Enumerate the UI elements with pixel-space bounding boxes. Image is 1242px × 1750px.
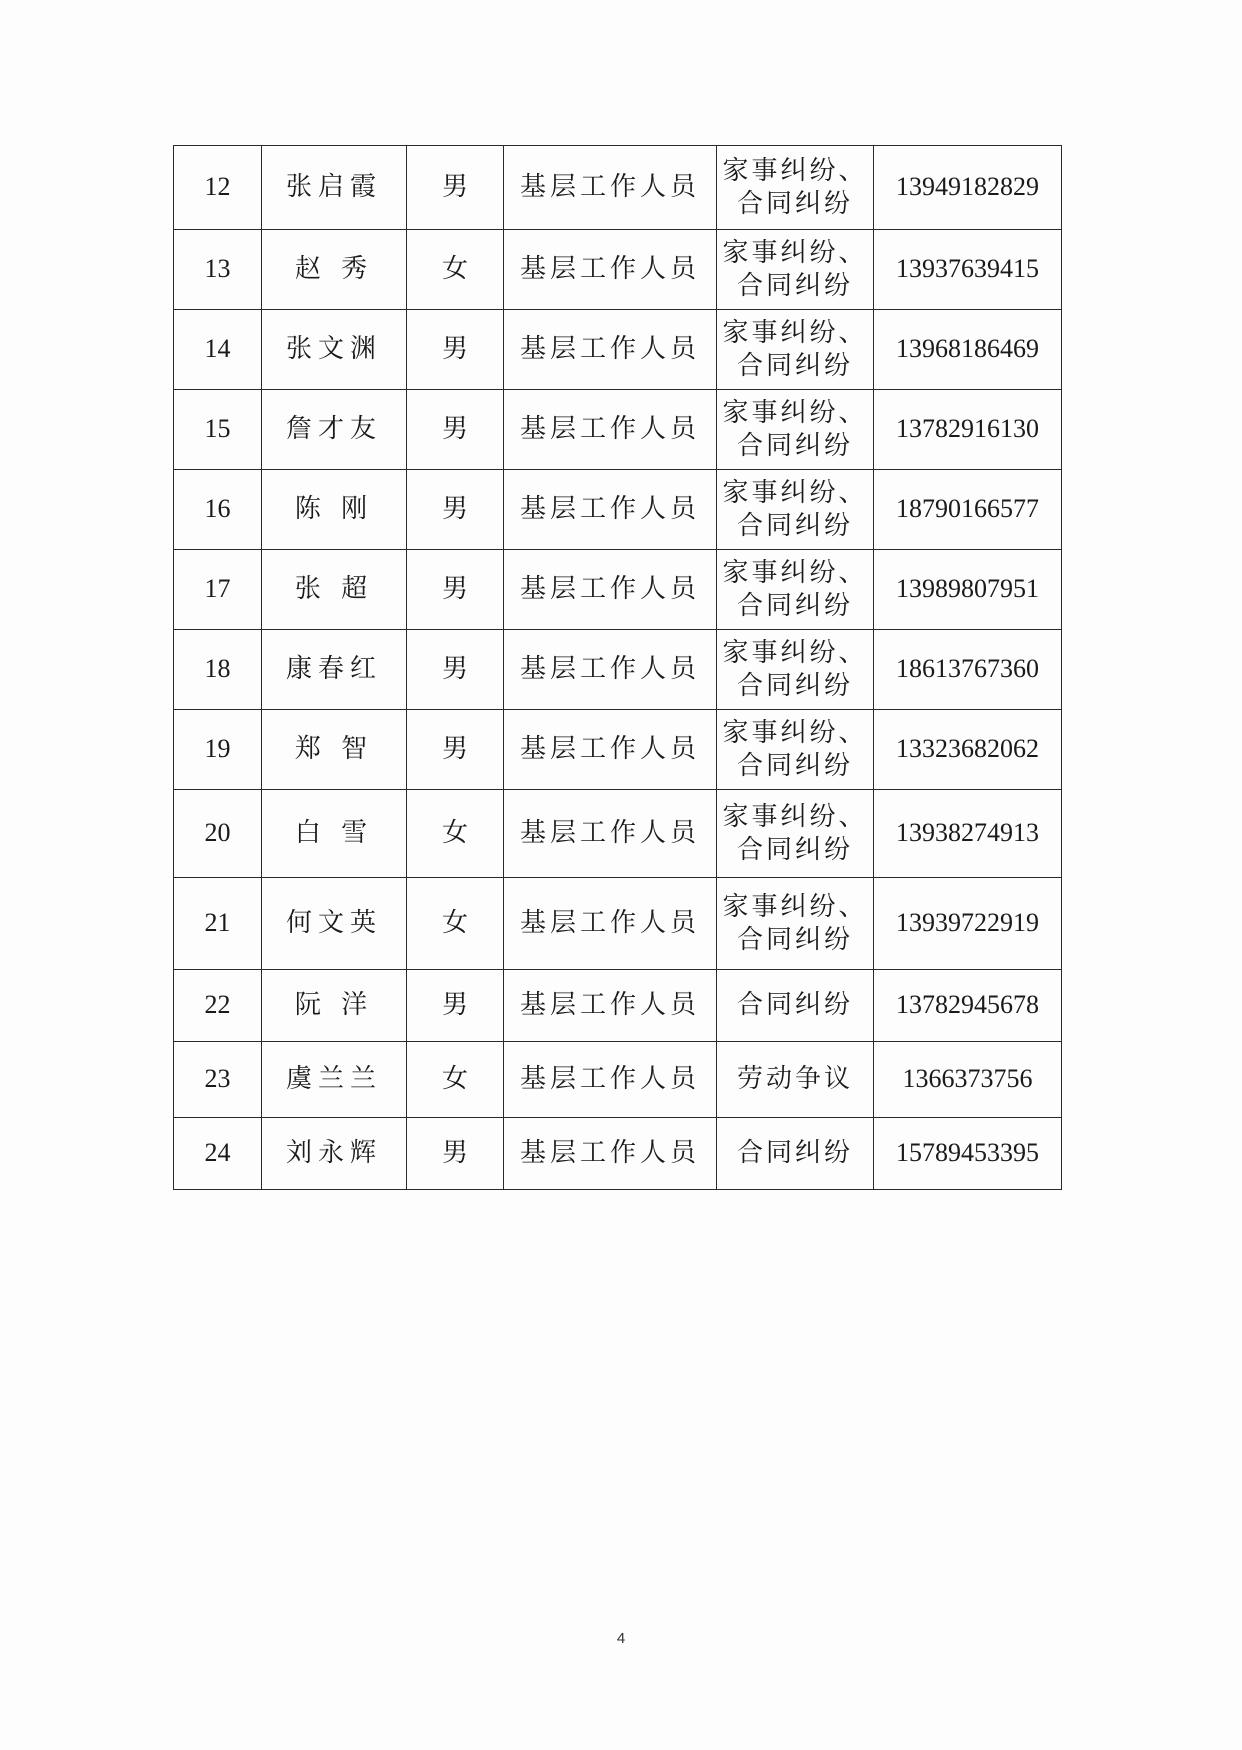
phone-number-cell: 13949182829 bbox=[874, 146, 1062, 230]
role-cell: 基层工作人员 bbox=[504, 310, 717, 390]
table-row bbox=[174, 230, 1062, 310]
table-row bbox=[174, 878, 1062, 970]
role-cell: 基层工作人员 bbox=[504, 790, 717, 878]
table-row bbox=[174, 1042, 1062, 1118]
dispute-type-cell: 家事纠纷、合同纠纷 bbox=[717, 310, 874, 390]
gender-cell: 女 bbox=[407, 878, 504, 970]
phone-number-cell: 13782916130 bbox=[874, 390, 1062, 470]
table-row bbox=[174, 390, 1062, 470]
dispute-type-cell: 劳动争议 bbox=[717, 1042, 874, 1118]
table-row bbox=[174, 310, 1062, 390]
row-number-cell: 19 bbox=[174, 710, 262, 790]
dispute-type-cell: 家事纠纷、合同纠纷 bbox=[717, 710, 874, 790]
person-name-cell: 何文英 bbox=[262, 878, 407, 970]
phone-number-cell: 13938274913 bbox=[874, 790, 1062, 878]
role-cell: 基层工作人员 bbox=[504, 1042, 717, 1118]
row-number-cell: 23 bbox=[174, 1042, 262, 1118]
dispute-type-cell: 合同纠纷 bbox=[717, 1118, 874, 1190]
role-cell: 基层工作人员 bbox=[504, 470, 717, 550]
row-number-cell: 21 bbox=[174, 878, 262, 970]
row-number-cell: 18 bbox=[174, 630, 262, 710]
gender-cell: 女 bbox=[407, 230, 504, 310]
row-number-cell: 12 bbox=[174, 146, 262, 230]
person-name-cell: 郑 智 bbox=[262, 710, 407, 790]
table-row bbox=[174, 146, 1062, 230]
dispute-type-cell: 家事纠纷、合同纠纷 bbox=[717, 390, 874, 470]
dispute-type-cell: 家事纠纷、合同纠纷 bbox=[717, 878, 874, 970]
person-name-cell: 陈 刚 bbox=[262, 470, 407, 550]
phone-number-cell: 18613767360 bbox=[874, 630, 1062, 710]
gender-cell: 男 bbox=[407, 630, 504, 710]
table-row bbox=[174, 970, 1062, 1042]
roster-table-body bbox=[174, 146, 1062, 1190]
gender-cell: 男 bbox=[407, 146, 504, 230]
phone-number-cell: 13968186469 bbox=[874, 310, 1062, 390]
phone-number-cell: 15789453395 bbox=[874, 1118, 1062, 1190]
person-name-cell: 张文渊 bbox=[262, 310, 407, 390]
table-row bbox=[174, 790, 1062, 878]
row-number-cell: 13 bbox=[174, 230, 262, 310]
gender-cell: 男 bbox=[407, 1118, 504, 1190]
role-cell: 基层工作人员 bbox=[504, 710, 717, 790]
table-row bbox=[174, 470, 1062, 550]
table-row bbox=[174, 630, 1062, 710]
role-cell: 基层工作人员 bbox=[504, 390, 717, 470]
phone-number-cell: 18790166577 bbox=[874, 470, 1062, 550]
gender-cell: 男 bbox=[407, 710, 504, 790]
role-cell: 基层工作人员 bbox=[504, 630, 717, 710]
dispute-type-cell: 家事纠纷、合同纠纷 bbox=[717, 550, 874, 630]
dispute-type-cell: 家事纠纷、合同纠纷 bbox=[717, 630, 874, 710]
role-cell: 基层工作人员 bbox=[504, 550, 717, 630]
dispute-type-cell: 合同纠纷 bbox=[717, 970, 874, 1042]
phone-number-cell: 13989807951 bbox=[874, 550, 1062, 630]
role-cell: 基层工作人员 bbox=[504, 146, 717, 230]
row-number-cell: 14 bbox=[174, 310, 262, 390]
row-number-cell: 17 bbox=[174, 550, 262, 630]
phone-number-cell: 13939722919 bbox=[874, 878, 1062, 970]
phone-number-cell: 13782945678 bbox=[874, 970, 1062, 1042]
phone-number-cell: 13937639415 bbox=[874, 230, 1062, 310]
person-name-cell: 詹才友 bbox=[262, 390, 407, 470]
phone-number-cell: 1366373756 bbox=[874, 1042, 1062, 1118]
gender-cell: 男 bbox=[407, 550, 504, 630]
phone-number-cell: 13323682062 bbox=[874, 710, 1062, 790]
dispute-type-cell: 家事纠纷、合同纠纷 bbox=[717, 230, 874, 310]
person-name-cell: 虞兰兰 bbox=[262, 1042, 407, 1118]
table-row bbox=[174, 550, 1062, 630]
gender-cell: 女 bbox=[407, 790, 504, 878]
person-name-cell: 阮 洋 bbox=[262, 970, 407, 1042]
table-row bbox=[174, 1118, 1062, 1190]
row-number-cell: 16 bbox=[174, 470, 262, 550]
person-name-cell: 白 雪 bbox=[262, 790, 407, 878]
person-name-cell: 刘永辉 bbox=[262, 1118, 407, 1190]
gender-cell: 男 bbox=[407, 970, 504, 1042]
dispute-type-cell: 家事纠纷、合同纠纷 bbox=[717, 146, 874, 230]
dispute-type-cell: 家事纠纷、合同纠纷 bbox=[717, 470, 874, 550]
gender-cell: 女 bbox=[407, 1042, 504, 1118]
person-name-cell: 张启霞 bbox=[262, 146, 407, 230]
row-number-cell: 20 bbox=[174, 790, 262, 878]
person-name-cell: 张 超 bbox=[262, 550, 407, 630]
row-number-cell: 15 bbox=[174, 390, 262, 470]
table-row bbox=[174, 710, 1062, 790]
gender-cell: 男 bbox=[407, 470, 504, 550]
role-cell: 基层工作人员 bbox=[504, 1118, 717, 1190]
person-name-cell: 康春红 bbox=[262, 630, 407, 710]
dispute-type-cell: 家事纠纷、合同纠纷 bbox=[717, 790, 874, 878]
role-cell: 基层工作人员 bbox=[504, 878, 717, 970]
person-name-cell: 赵 秀 bbox=[262, 230, 407, 310]
gender-cell: 男 bbox=[407, 390, 504, 470]
role-cell: 基层工作人员 bbox=[504, 230, 717, 310]
mediator-roster-table bbox=[173, 145, 1062, 1190]
gender-cell: 男 bbox=[407, 310, 504, 390]
row-number-cell: 24 bbox=[174, 1118, 262, 1190]
role-cell: 基层工作人员 bbox=[504, 970, 717, 1042]
row-number-cell: 22 bbox=[174, 970, 262, 1042]
page-number: 4 bbox=[616, 1630, 626, 1647]
